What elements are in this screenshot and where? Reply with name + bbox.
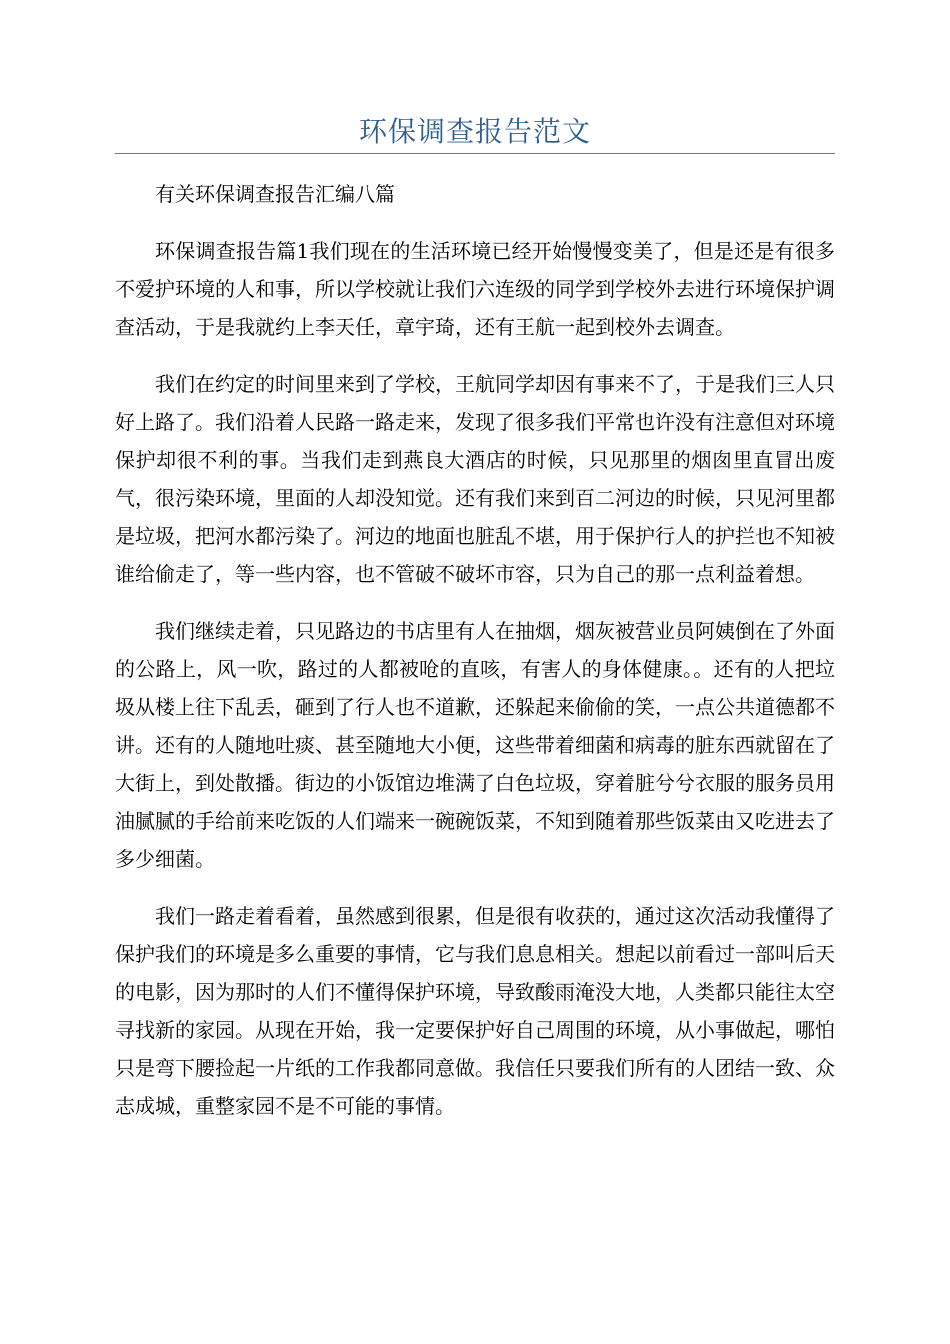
document-subtitle: 有关环保调查报告汇编八篇 (155, 182, 395, 206)
paragraph-1: 环保调查报告篇1我们现在的生活环境已经开始慢慢变美了，但是还是有很多不爱护环境的人和事，所以学校就让我们六连级的同学到学校外去进行环境保护调查活动，于是我就约上李天任，章宇琦，还有王航一起到校外去调查。 (115, 239, 835, 339)
paragraph-3: 我们继续走着，只见路边的书店里有人在抽烟，烟灰被营业员阿姨倒在了外面的公路上，风一吹，路过的人都被呛的直咳，有害人的身体健康。。还有的人把垃圾从楼上往下乱丢，砸到了行人也不道歉，还躲起来偷偷的笑，一点公共道德都不讲。还有的人随地吐痰、甚至随地大小便，这些带着细菌和病毒的脏东西就留在了大街上，到处散播。街边的小饭馆边堆满了白色垃圾，穿着脏兮兮衣服的服务员用油腻腻的手给前来吃饭的人们端来一碗碗饭菜，不知到随着那些饭菜由又吃进去了多少细菌。 (115, 619, 835, 871)
document-title: 环保调查报告范文 (358, 115, 591, 148)
document-body (115, 175, 835, 1144)
paragraph-4: 我们一路走着看着，虽然感到很累，但是很有收获的，通过这次活动我懂得了保护我们的环境是多么重要的事情，它与我们息息相关。想起以前看过一部叫后天的电影，因为那时的人们不懂得保护环境，导致酸雨淹没大地，人类都只能往太空寻找新的家园。从现在开始，我一定要保护好自己周围的环境，从小事做起，哪怕只是弯下腰捡起一片纸的工作我都同意做。我信任只要我们所有的人团结一致、众志成城，重整家园不是不可能的事情。 (115, 904, 835, 1118)
title-underline (115, 153, 835, 154)
paragraph-2: 我们在约定的时间里来到了学校，王航同学却因有事来不了，于是我们三人只好上路了。我们沿着人民路一路走来，发现了很多我们平常也许没有注意但对环境保护却很不利的事。当我们走到燕良大酒店的时候，只见那里的烟囱里直冒出废气，很污染环境，里面的人却没知觉。还有我们来到百二河边的时候，只见河里都是垃圾，把河水都污染了。河边的地面也脏乱不堪，用于保护行人的护拦也不知被谁给偷走了，等一些内容，也不管破不破坏市容，只为自己的那一点利益着想。 (115, 372, 835, 586)
